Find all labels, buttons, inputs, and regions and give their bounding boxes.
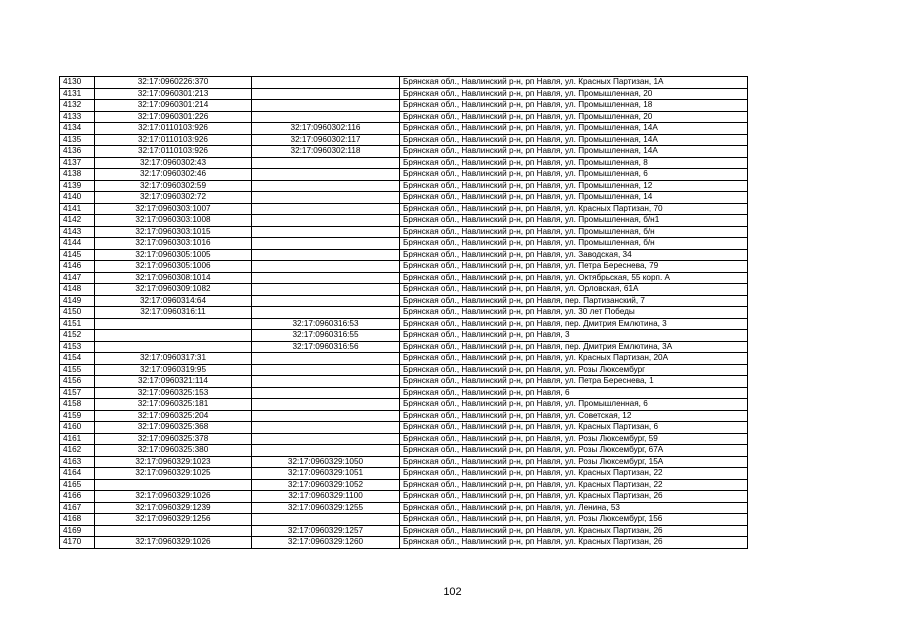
row-number-cell: 4160 (60, 422, 95, 434)
address-cell: Брянская обл., Навлинский р-н, рп Навля, ул. Красных Партизан, 6 (400, 422, 748, 434)
row-number-cell: 4138 (60, 169, 95, 181)
table-row (60, 307, 748, 319)
row-number-cell: 4155 (60, 364, 95, 376)
related-cadastral-number-cell (252, 376, 400, 388)
address-cell: Брянская обл., Навлинский р-н, рп Навля, ул. Промышленная, 14 (400, 192, 748, 204)
address-cell: Брянская обл., Навлинский р-н, рп Навля, ул. Красных Партизан, 22 (400, 468, 748, 480)
table-row (60, 433, 748, 445)
cadastral-number-cell (95, 525, 252, 537)
table-row (60, 180, 748, 192)
row-number-cell: 4157 (60, 387, 95, 399)
row-number-cell: 4134 (60, 123, 95, 135)
related-cadastral-number-cell (252, 399, 400, 411)
table-row (60, 203, 748, 215)
related-cadastral-number-cell (252, 226, 400, 238)
address-cell: Брянская обл., Навлинский р-н, рп Навля, ул. Петра Береснева, 1 (400, 376, 748, 388)
table-row (60, 422, 748, 434)
row-number-cell: 4165 (60, 479, 95, 491)
row-number-cell: 4131 (60, 88, 95, 100)
address-cell: Брянская обл., Навлинский р-н, рп Навля, ул. Розы Люксембург, 156 (400, 514, 748, 526)
row-number-cell: 4164 (60, 468, 95, 480)
table-row (60, 445, 748, 457)
table-row (60, 341, 748, 353)
row-number-cell: 4142 (60, 215, 95, 227)
cadastral-number-cell: 32:17:0960329:1239 (95, 502, 252, 514)
cadastral-number-cell: 32:17:0960305:1006 (95, 261, 252, 273)
cadastral-number-cell: 32:17:0960319:95 (95, 364, 252, 376)
row-number-cell: 4147 (60, 272, 95, 284)
table-row (60, 491, 748, 503)
related-cadastral-number-cell (252, 111, 400, 123)
table-row (60, 215, 748, 227)
address-cell: Брянская обл., Навлинский р-н, рп Навля, ул. 30 лет Победы (400, 307, 748, 319)
row-number-cell: 4161 (60, 433, 95, 445)
address-cell: Брянская обл., Навлинский р-н, рп Навля, ул. Ленина, 53 (400, 502, 748, 514)
related-cadastral-number-cell: 32:17:0960329:1051 (252, 468, 400, 480)
page-number: 102 (443, 586, 462, 598)
related-cadastral-number-cell (252, 192, 400, 204)
related-cadastral-number-cell (252, 353, 400, 365)
address-cell: Брянская обл., Навлинский р-н, рп Навля, ул. Промышленная, б/н1 (400, 215, 748, 227)
related-cadastral-number-cell (252, 295, 400, 307)
cadastral-number-cell: 32:17:0960309:1082 (95, 284, 252, 296)
table-row (60, 537, 748, 549)
table-row (60, 134, 748, 146)
related-cadastral-number-cell: 32:17:0960302:118 (252, 146, 400, 158)
address-cell: Брянская обл., Навлинский р-н, рп Навля, 6 (400, 387, 748, 399)
cadastral-number-cell: 32:17:0960303:1008 (95, 215, 252, 227)
table-row (60, 111, 748, 123)
cadastral-number-cell: 32:17:0960303:1007 (95, 203, 252, 215)
address-cell: Брянская обл., Навлинский р-н, рп Навля, ул. Советская, 12 (400, 410, 748, 422)
address-cell: Брянская обл., Навлинский р-н, рп Навля, пер. Партизанский, 7 (400, 295, 748, 307)
table-row (60, 77, 748, 89)
table-row (60, 88, 748, 100)
row-number-cell: 4168 (60, 514, 95, 526)
cadastral-number-cell: 32:17:0960329:1026 (95, 537, 252, 549)
cadastral-number-cell: 32:17:0960314:64 (95, 295, 252, 307)
cadastral-number-cell: 32:17:0960325:204 (95, 410, 252, 422)
cadastral-number-cell: 32:17:0110103:926 (95, 146, 252, 158)
cadastral-number-cell (95, 479, 252, 491)
address-cell: Брянская обл., Навлинский р-н, рп Навля, ул. Красных Партизан, 26 (400, 491, 748, 503)
cadastral-number-cell: 32:17:0960302:43 (95, 157, 252, 169)
table-row (60, 169, 748, 181)
address-cell: Брянская обл., Навлинский р-н, рп Навля, ул. Промышленная, 6 (400, 169, 748, 181)
table-row (60, 525, 748, 537)
address-cell: Брянская обл., Навлинский р-н, рп Навля, 3 (400, 330, 748, 342)
address-cell: Брянская обл., Навлинский р-н, рп Навля, пер. Дмитрия Емлютина, 3А (400, 341, 748, 353)
table-row (60, 456, 748, 468)
row-number-cell: 4135 (60, 134, 95, 146)
related-cadastral-number-cell (252, 238, 400, 250)
row-number-cell: 4132 (60, 100, 95, 112)
address-cell: Брянская обл., Навлинский р-н, рп Навля, пер. Дмитрия Емлютина, 3 (400, 318, 748, 330)
table-row (60, 146, 748, 158)
related-cadastral-number-cell (252, 77, 400, 89)
address-cell: Брянская обл., Навлинский р-н, рп Навля, ул. Заводская, 34 (400, 249, 748, 261)
table-row (60, 157, 748, 169)
row-number-cell: 4136 (60, 146, 95, 158)
cadastral-number-cell: 32:17:0960325:153 (95, 387, 252, 399)
address-cell: Брянская обл., Навлинский р-н, рп Навля, ул. Промышленная, 8 (400, 157, 748, 169)
related-cadastral-number-cell (252, 100, 400, 112)
related-cadastral-number-cell (252, 261, 400, 273)
table-row (60, 192, 748, 204)
address-cell: Брянская обл., Навлинский р-н, рп Навля, ул. Красных Партизан, 26 (400, 537, 748, 549)
table-row (60, 330, 748, 342)
related-cadastral-number-cell: 32:17:0960329:1052 (252, 479, 400, 491)
table-row (60, 261, 748, 273)
row-number-cell: 4148 (60, 284, 95, 296)
related-cadastral-number-cell: 32:17:0960329:1255 (252, 502, 400, 514)
related-cadastral-number-cell: 32:17:0960329:1100 (252, 491, 400, 503)
cadastral-number-cell (95, 330, 252, 342)
cadastral-number-cell: 32:17:0960325:378 (95, 433, 252, 445)
row-number-cell: 4133 (60, 111, 95, 123)
cadastral-number-cell: 32:17:0960302:46 (95, 169, 252, 181)
address-cell: Брянская обл., Навлинский р-н, рп Навля, ул. Промышленная, 14А (400, 146, 748, 158)
cadastral-number-cell: 32:17:0960301:213 (95, 88, 252, 100)
table-row (60, 249, 748, 261)
row-number-cell: 4159 (60, 410, 95, 422)
related-cadastral-number-cell (252, 215, 400, 227)
address-cell: Брянская обл., Навлинский р-н, рп Навля, ул. Красных Партизан, 70 (400, 203, 748, 215)
related-cadastral-number-cell (252, 387, 400, 399)
address-cell: Брянская обл., Навлинский р-н, рп Навля, ул. Промышленная, 14А (400, 123, 748, 135)
related-cadastral-number-cell (252, 433, 400, 445)
row-number-cell: 4156 (60, 376, 95, 388)
address-cell: Брянская обл., Навлинский р-н, рп Навля, ул. Промышленная, 6 (400, 399, 748, 411)
related-cadastral-number-cell: 32:17:0960316:53 (252, 318, 400, 330)
row-number-cell: 4167 (60, 502, 95, 514)
address-cell: Брянская обл., Навлинский р-н, рп Навля, ул. Орловская, 61А (400, 284, 748, 296)
table-row (60, 123, 748, 135)
row-number-cell: 4153 (60, 341, 95, 353)
related-cadastral-number-cell: 32:17:0960329:1257 (252, 525, 400, 537)
row-number-cell: 4152 (60, 330, 95, 342)
table-row (60, 353, 748, 365)
address-cell: Брянская обл., Навлинский р-н, рп Навля, ул. Красных Партизан, 26 (400, 525, 748, 537)
row-number-cell: 4137 (60, 157, 95, 169)
cadastral-number-cell: 32:17:0960301:214 (95, 100, 252, 112)
row-number-cell: 4170 (60, 537, 95, 549)
table-row (60, 410, 748, 422)
related-cadastral-number-cell: 32:17:0960329:1050 (252, 456, 400, 468)
cadastral-number-cell: 32:17:0960325:380 (95, 445, 252, 457)
related-cadastral-number-cell (252, 514, 400, 526)
related-cadastral-number-cell (252, 203, 400, 215)
table-row (60, 468, 748, 480)
row-number-cell: 4163 (60, 456, 95, 468)
row-number-cell: 4162 (60, 445, 95, 457)
row-number-cell: 4154 (60, 353, 95, 365)
address-cell: Брянская обл., Навлинский р-н, рп Навля, ул. Промышленная, б/н (400, 238, 748, 250)
related-cadastral-number-cell (252, 284, 400, 296)
address-cell: Брянская обл., Навлинский р-н, рп Навля, ул. Розы Люксембург, 15А (400, 456, 748, 468)
table-body (60, 77, 748, 549)
table-row (60, 295, 748, 307)
cadastral-number-cell: 32:17:0960303:1016 (95, 238, 252, 250)
address-cell: Брянская обл., Навлинский р-н, рп Навля, ул. Розы Люксембург, 59 (400, 433, 748, 445)
table-row (60, 387, 748, 399)
cadastral-number-cell: 32:17:0960325:181 (95, 399, 252, 411)
row-number-cell: 4141 (60, 203, 95, 215)
address-cell: Брянская обл., Навлинский р-н, рп Навля, ул. Промышленная, 18 (400, 100, 748, 112)
address-cell: Брянская обл., Навлинский р-н, рп Навля, ул. Розы Люксембург, 67А (400, 445, 748, 457)
row-number-cell: 4146 (60, 261, 95, 273)
related-cadastral-number-cell (252, 157, 400, 169)
row-number-cell: 4158 (60, 399, 95, 411)
address-cell: Брянская обл., Навлинский р-н, рп Навля, ул. Промышленная, 14А (400, 134, 748, 146)
cadastral-number-cell: 32:17:0960325:368 (95, 422, 252, 434)
cadastral-number-cell (95, 341, 252, 353)
cadastral-number-cell: 32:17:0960302:59 (95, 180, 252, 192)
related-cadastral-number-cell (252, 180, 400, 192)
address-cell: Брянская обл., Навлинский р-н, рп Навля, ул. Промышленная, 20 (400, 111, 748, 123)
related-cadastral-number-cell (252, 169, 400, 181)
table-row (60, 226, 748, 238)
cadastral-number-cell: 32:17:0960329:1256 (95, 514, 252, 526)
related-cadastral-number-cell (252, 422, 400, 434)
row-number-cell: 4145 (60, 249, 95, 261)
address-cell: Брянская обл., Навлинский р-н, рп Навля, ул. Красных Партизан, 20А (400, 353, 748, 365)
related-cadastral-number-cell: 32:17:0960316:55 (252, 330, 400, 342)
row-number-cell: 4151 (60, 318, 95, 330)
address-cell: Брянская обл., Навлинский р-н, рп Навля, ул. Октябрьская, 55 корп. А (400, 272, 748, 284)
cadastral-number-cell: 32:17:0960316:11 (95, 307, 252, 319)
row-number-cell: 4139 (60, 180, 95, 192)
related-cadastral-number-cell (252, 272, 400, 284)
table-row (60, 284, 748, 296)
related-cadastral-number-cell: 32:17:0960329:1260 (252, 537, 400, 549)
row-number-cell: 4169 (60, 525, 95, 537)
address-cell: Брянская обл., Навлинский р-н, рп Навля, ул. Промышленная, 12 (400, 180, 748, 192)
row-number-cell: 4143 (60, 226, 95, 238)
row-number-cell: 4130 (60, 77, 95, 89)
cadastral-number-cell (95, 318, 252, 330)
address-cell: Брянская обл., Навлинский р-н, рп Навля, ул. Красных Партизан, 1А (400, 77, 748, 89)
address-cell: Брянская обл., Навлинский р-н, рп Навля, ул. Розы Люксембург (400, 364, 748, 376)
cadastral-number-cell: 32:17:0960321:114 (95, 376, 252, 388)
cadastral-number-cell: 32:17:0960329:1023 (95, 456, 252, 468)
table-row (60, 479, 748, 491)
related-cadastral-number-cell (252, 410, 400, 422)
table-row (60, 376, 748, 388)
row-number-cell: 4140 (60, 192, 95, 204)
related-cadastral-number-cell (252, 249, 400, 261)
cadastral-number-cell: 32:17:0960308:1014 (95, 272, 252, 284)
table-row (60, 399, 748, 411)
cadastral-number-cell: 32:17:0110103:926 (95, 134, 252, 146)
row-number-cell: 4166 (60, 491, 95, 503)
cadastral-number-cell: 32:17:0960305:1005 (95, 249, 252, 261)
related-cadastral-number-cell (252, 88, 400, 100)
cadastral-number-cell: 32:17:0960317:31 (95, 353, 252, 365)
related-cadastral-number-cell (252, 364, 400, 376)
cadastral-number-cell: 32:17:0110103:926 (95, 123, 252, 135)
row-number-cell: 4144 (60, 238, 95, 250)
related-cadastral-number-cell (252, 445, 400, 457)
related-cadastral-number-cell: 32:17:0960316:56 (252, 341, 400, 353)
address-cell: Брянская обл., Навлинский р-н, рп Навля, ул. Красных Партизан, 22 (400, 479, 748, 491)
table-row (60, 502, 748, 514)
table-row (60, 318, 748, 330)
table-row (60, 364, 748, 376)
related-cadastral-number-cell: 32:17:0960302:117 (252, 134, 400, 146)
address-cell: Брянская обл., Навлинский р-н, рп Навля, ул. Промышленная, 20 (400, 88, 748, 100)
related-cadastral-number-cell: 32:17:0960302:116 (252, 123, 400, 135)
cadastral-number-cell: 32:17:0960329:1025 (95, 468, 252, 480)
table-row (60, 238, 748, 250)
cadastral-number-cell: 32:17:0960301:226 (95, 111, 252, 123)
row-number-cell: 4149 (60, 295, 95, 307)
related-cadastral-number-cell (252, 307, 400, 319)
address-cell: Брянская обл., Навлинский р-н, рп Навля, ул. Промышленная, б/н (400, 226, 748, 238)
table-row (60, 272, 748, 284)
table-row (60, 100, 748, 112)
cadastral-number-cell: 32:17:0960226:370 (95, 77, 252, 89)
address-cell: Брянская обл., Навлинский р-н, рп Навля, ул. Петра Береснева, 79 (400, 261, 748, 273)
row-number-cell: 4150 (60, 307, 95, 319)
cadastral-table (59, 76, 748, 549)
cadastral-number-cell: 32:17:0960303:1015 (95, 226, 252, 238)
cadastral-number-cell: 32:17:0960302:72 (95, 192, 252, 204)
table-row (60, 514, 748, 526)
cadastral-number-cell: 32:17:0960329:1026 (95, 491, 252, 503)
